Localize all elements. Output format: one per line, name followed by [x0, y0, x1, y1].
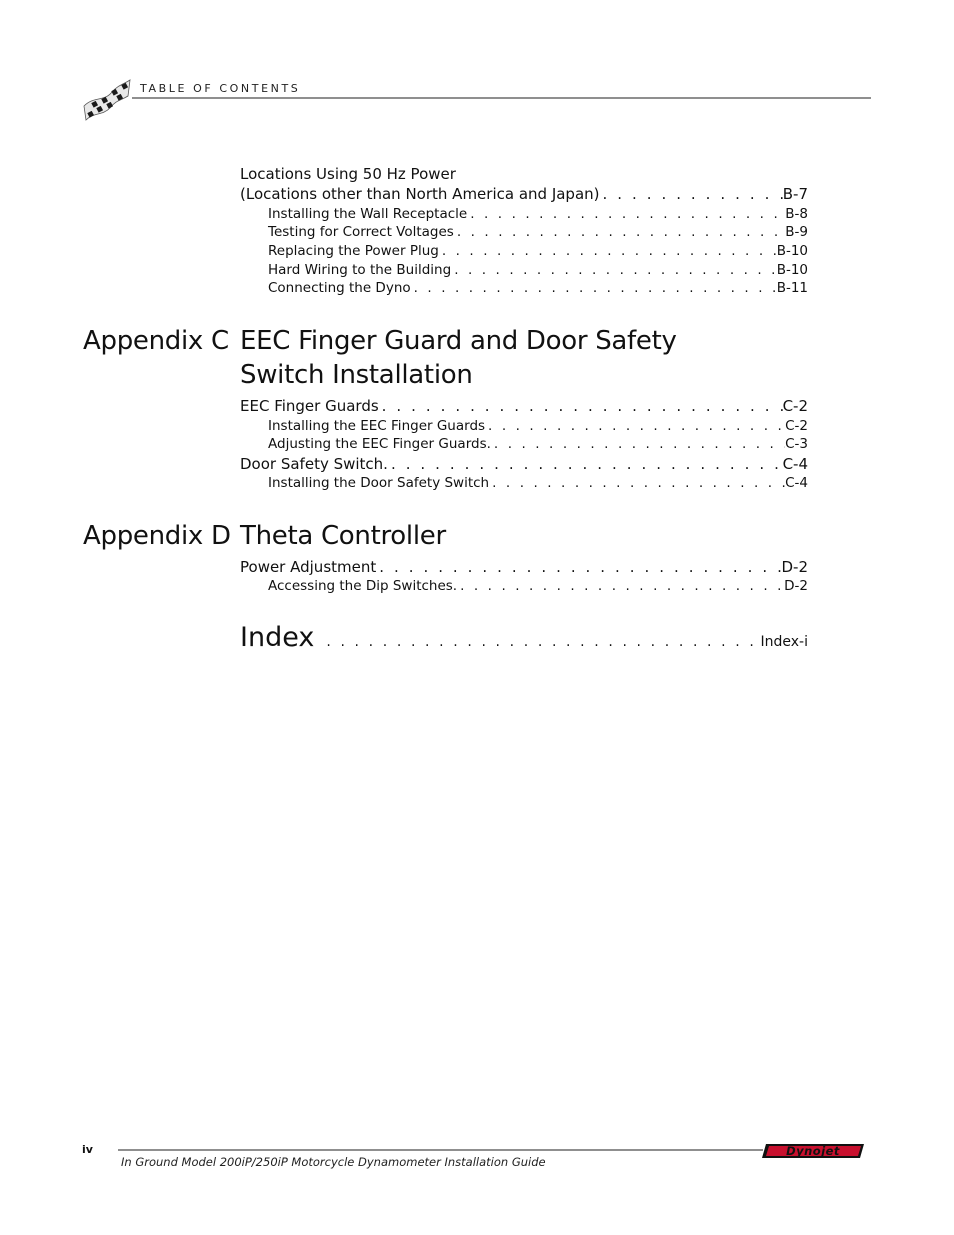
leader-dots [489, 475, 785, 491]
toc-entry-page: C-4 [782, 455, 808, 473]
toc-entry-title: Installing the EEC Finger Guards [268, 418, 486, 434]
toc-entry-page: C-4 [785, 475, 808, 491]
toc-entry-page: B-8 [785, 206, 808, 222]
svg-text:Dynojet: Dynojet [786, 1144, 840, 1158]
toc-subentry[interactable] [268, 280, 808, 296]
toc-entry-title: Hard Wiring to the Building [268, 262, 452, 278]
toc-index-entry[interactable] [240, 622, 808, 653]
toc-subentry[interactable] [268, 436, 808, 452]
checkered-flag-icon [82, 76, 132, 122]
toc-entry[interactable] [240, 185, 808, 203]
leader-dots [485, 418, 785, 434]
page-number: iv [82, 1143, 93, 1156]
leader-dots [439, 243, 777, 259]
toc-entry-page: B-10 [776, 243, 808, 259]
leader-dots [379, 397, 783, 415]
toc-entry-title: Connecting the Dyno [268, 280, 411, 296]
leader-dots [376, 558, 781, 576]
toc-entry-page: C-2 [782, 397, 808, 415]
toc-entry-title: Testing for Correct Voltages [268, 224, 454, 240]
toc-entry-title: Installing the Wall Receptacle [268, 206, 468, 222]
toc-subentry[interactable] [268, 418, 808, 434]
toc-entry-title: Door Safety Switch. [240, 455, 388, 473]
toc-entry[interactable] [240, 455, 808, 473]
leader-dots [314, 634, 760, 650]
leader-dots [388, 455, 783, 473]
toc-entry-page: C-2 [785, 418, 808, 434]
toc-entry[interactable] [240, 558, 808, 576]
leader-dots [491, 436, 785, 452]
leader-dots [454, 224, 785, 240]
appendix-d-label: Appendix D [83, 521, 231, 551]
toc-entry-page: D-2 [781, 558, 808, 576]
header-title: TABLE OF CONTENTS [140, 82, 301, 95]
footer-document-title: In Ground Model 200iP/250iP Motorcycle Dynamometer Installation Guide [121, 1155, 546, 1169]
appendix-c-title-line1: EEC Finger Guard and Door Safety [240, 326, 677, 356]
footer-rule [118, 1149, 763, 1151]
toc-entry-page: B-9 [785, 224, 808, 240]
toc-entry-page: D-2 [784, 578, 808, 594]
toc-entry-page: C-3 [785, 436, 808, 452]
dynojet-logo [762, 1142, 866, 1160]
toc-entry-page: B-11 [776, 280, 808, 296]
toc-entry-title: EEC Finger Guards [240, 397, 379, 415]
toc-entry-title: Power Adjustment [240, 558, 377, 576]
toc-entry-page: B-7 [782, 185, 808, 203]
toc-entry: Locations Using 50 Hz Power [240, 165, 456, 183]
toc-entry[interactable] [240, 397, 808, 415]
toc-entry-title: Accessing the Dip Switches. [268, 578, 458, 594]
appendix-c-title-line2: Switch Installation [240, 360, 473, 390]
toc-subentry[interactable] [268, 578, 808, 594]
toc-subentry[interactable] [268, 475, 808, 491]
toc-subentry[interactable] [268, 262, 808, 278]
toc-entry-title: Replacing the Power Plug [268, 243, 439, 259]
toc-subentry[interactable] [268, 206, 808, 222]
toc-entry-title: Installing the Door Safety Switch [268, 475, 490, 491]
leader-dots [600, 185, 783, 203]
appendix-c-label: Appendix C [83, 326, 229, 356]
leader-dots [411, 280, 777, 296]
header-rule [132, 97, 871, 99]
leader-dots [457, 578, 784, 594]
appendix-d-title: Theta Controller [240, 521, 446, 551]
toc-entry-title: (Locations other than North America and Japan) [240, 185, 600, 203]
toc-subentry[interactable] [268, 243, 808, 259]
index-page: Index-i [760, 634, 808, 650]
index-title: Index [240, 622, 315, 653]
toc-entry-title: Adjusting the EEC Finger Guards. [268, 436, 491, 452]
leader-dots [467, 206, 785, 222]
toc-entry-page: B-10 [776, 262, 808, 278]
toc-subentry[interactable] [268, 224, 808, 240]
leader-dots [451, 262, 777, 278]
